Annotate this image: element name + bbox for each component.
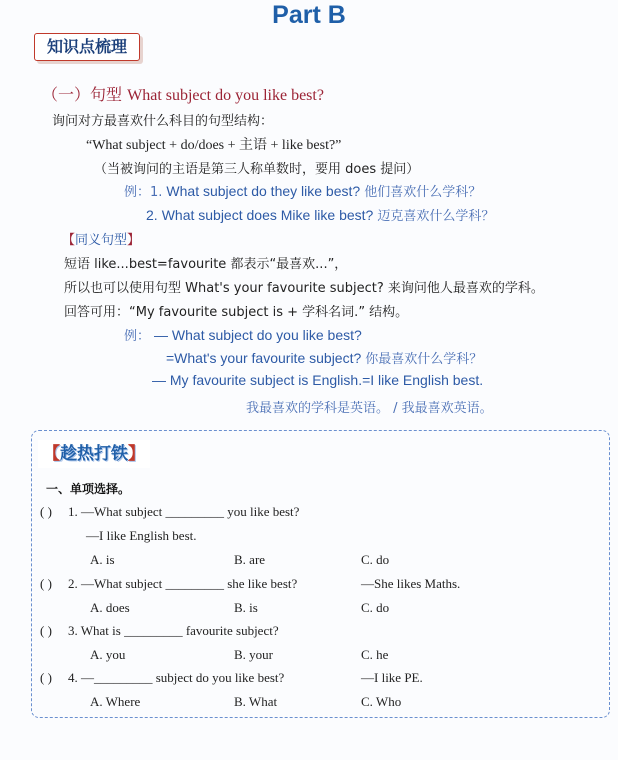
- synonym-line-2: 所以也可以使用句型 What's your favourite subject? 来询问他人最喜欢的学科。: [64, 281, 544, 296]
- section-number: （一）句型: [42, 85, 123, 104]
- question-2-reply: —She likes Maths.: [361, 576, 461, 591]
- example-2-prefix: 2.: [146, 207, 158, 223]
- question-4-option-b[interactable]: B. What: [234, 694, 278, 709]
- question-4-stem: 4. —_________ subject do you like best?: [68, 670, 285, 685]
- task-heading: 一、单项选择。: [46, 482, 131, 496]
- section-english: What subject do you like best?: [127, 87, 324, 104]
- synonym-line-3: 回答可用：“My favourite subject is + 学科名词.” 结构。: [64, 305, 409, 320]
- example-3-alt-chinese: 你最喜欢什么学科？: [365, 352, 483, 367]
- question-1-option-a[interactable]: A. is: [90, 552, 115, 567]
- example-1-chinese: 他们喜欢什么学科？: [364, 185, 482, 200]
- question-3-option-a[interactable]: A. you: [90, 647, 126, 662]
- example-3-line-2: [166, 348, 482, 368]
- example-1-prefix: 例：1.: [124, 185, 163, 200]
- example-1: [124, 181, 481, 201]
- question-2-option-c[interactable]: C. do: [361, 600, 390, 615]
- question-4-option-a[interactable]: A. Where: [90, 694, 141, 709]
- practice-label: 趁热打铁: [60, 444, 128, 464]
- structure-desc: 询问对方最喜欢什么科目的句型结构：: [52, 114, 274, 129]
- question-2-option-a[interactable]: A. does: [90, 600, 130, 615]
- question-4-reply: —I like PE.: [361, 670, 423, 685]
- example-3-question: — What subject do you like best?: [154, 327, 362, 343]
- synonym-heading: [62, 229, 140, 248]
- question-1-option-b[interactable]: B. are: [234, 552, 266, 567]
- example-3-line-1: [124, 325, 362, 345]
- question-1-reply: —I like English best.: [86, 528, 197, 543]
- example-2: [146, 205, 494, 225]
- question-1-option-c[interactable]: C. do: [361, 552, 390, 567]
- question-2-stem: 2. —What subject _________ she like best?: [68, 576, 298, 591]
- practice-bracket-open: 【: [43, 444, 60, 464]
- example-3-prefix: 例：: [124, 329, 151, 344]
- practice-bracket-close: 】: [128, 444, 145, 464]
- answer-paren-2[interactable]: ( ): [40, 576, 52, 591]
- question-2-option-b[interactable]: B. is: [234, 600, 258, 615]
- question-4-option-c[interactable]: C. Who: [361, 694, 402, 709]
- synonym-bracket-open: 【: [62, 233, 76, 248]
- question-3-option-c[interactable]: C. he: [361, 647, 389, 662]
- question-1-stem: 1. —What subject _________ you like best?: [68, 504, 300, 519]
- synonym-line-1: 短语 like...best=favourite 都表示“最喜欢...”，: [64, 257, 348, 272]
- question-3-stem: 3. What is _________ favourite subject?: [68, 623, 279, 638]
- example-3-alt-question: =What's your favourite subject?: [166, 350, 362, 366]
- page-title: Part B: [272, 1, 346, 29]
- answer-paren-1[interactable]: ( ): [40, 504, 52, 519]
- example-1-english: What subject do they like best?: [166, 183, 361, 199]
- answer-paren-3[interactable]: ( ): [40, 623, 52, 638]
- structure-note: （当被询问的主语是第三人称单数时，要用 does 提问）: [94, 162, 420, 177]
- example-2-chinese: 迈克喜欢什么学科？: [377, 209, 495, 224]
- knowledge-tag: 知识点梳理: [34, 33, 140, 61]
- synonym-bracket-close: 】: [127, 233, 141, 248]
- question-3-option-b[interactable]: B. your: [234, 647, 273, 662]
- example-2-english: What subject does Mike like best?: [161, 207, 374, 223]
- example-3-answer-chinese: 我最喜欢的学科是英语。 / 我最喜欢英语。: [246, 401, 493, 416]
- structure-formula: “What subject + do/does + 主语 + like best?”: [86, 138, 342, 153]
- example-3-answer: — My favourite subject is English.=I like English best.: [152, 372, 484, 388]
- practice-tag: [38, 440, 150, 468]
- section-heading: [42, 82, 324, 105]
- synonym-label: 同义句型: [75, 233, 128, 248]
- answer-paren-4[interactable]: ( ): [40, 670, 52, 685]
